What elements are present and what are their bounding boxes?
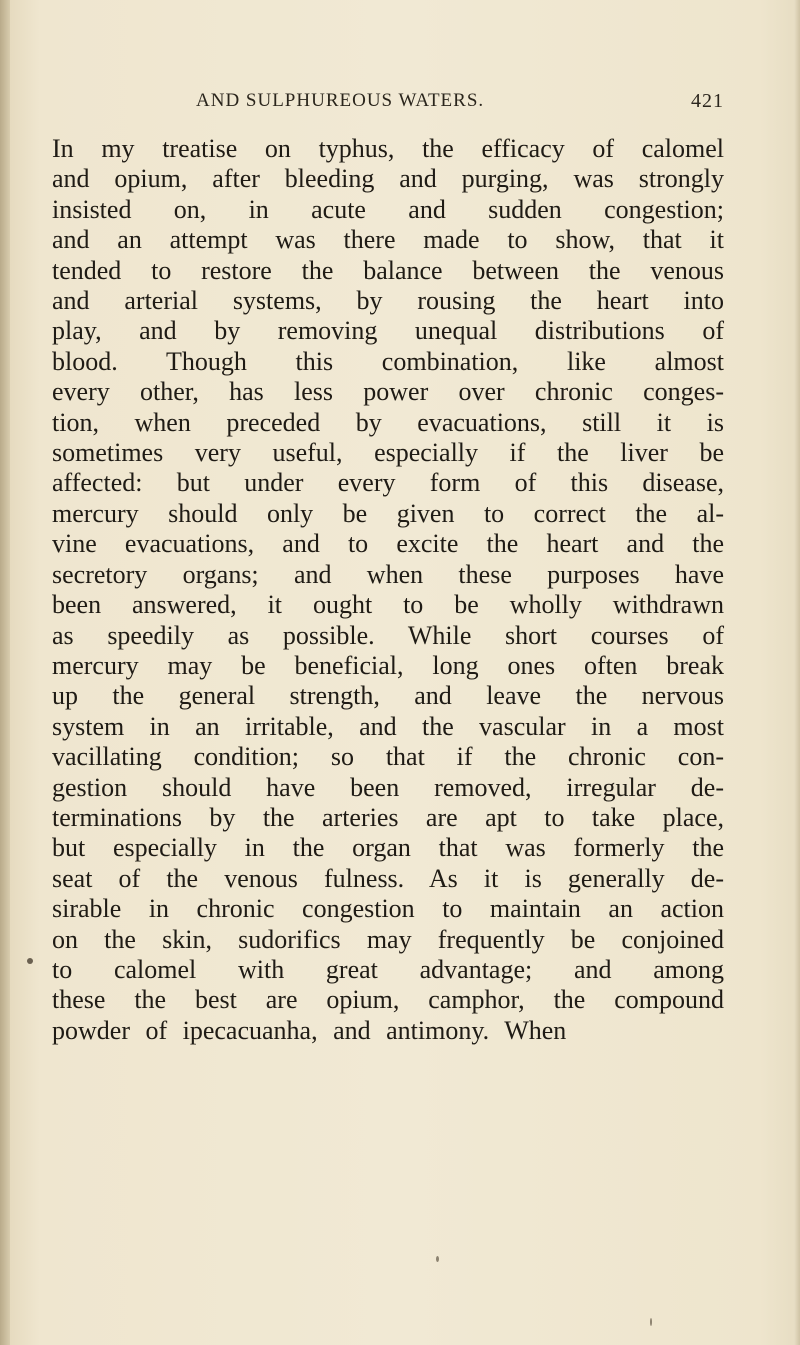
running-head-title: AND SULPHUREOUS WATERS. [196,90,485,111]
paper-speck [436,1256,439,1262]
text-line: sometimes very useful, especially if the liver be [52,438,724,468]
text-line: insisted on, in acute and sudden congestion; [52,194,724,224]
text-line: these the best are opium, camphor, the compound [52,985,724,1015]
text-line: In my treatise on typhus, the efficacy of calomel [52,134,724,163]
text-line: but especially in the organ that was formerly the [52,833,724,863]
text-line: mercury may be beneficial, long ones often break [52,650,724,680]
page-edge [794,0,800,1345]
text-line: on the skin, sudorifics may frequently be conjoined [52,924,724,954]
text-line: up the general strength, and leave the nervous [52,681,724,711]
text-line: and opium, after bleeding and purging, was strongly [52,164,724,194]
text-line: vine evacuations, and to excite the heart and the [52,529,724,559]
paper-speck [650,1318,652,1326]
text-line: play, and by removing unequal distributions of [52,316,724,346]
running-head [196,90,724,120]
text-line: seat of the venous fulness. As it is generally de- [52,863,724,893]
text-line: terminations by the arteries are apt to take place, [52,802,724,832]
page-number: 421 [691,90,724,112]
text-line: and arterial systems, by rousing the heart into [52,286,724,316]
text-line: tended to restore the balance between the venous [52,255,724,285]
text-line: as speedily as possible. While short courses of [52,620,724,650]
text-line: affected: but under every form of this disease, [52,468,724,498]
page-gutter-shadow [0,0,10,1345]
text-line: gestion should have been removed, irregular de- [52,772,724,802]
text-line: blood. Though this combination, like almost [52,346,724,376]
text-line: powder of ipecacuanha, and antimony. When [52,1015,567,1045]
body-text [52,134,724,1046]
text-line: tion, when preceded by evacuations, still it is [52,407,724,437]
text-line: been answered, it ought to be wholly withdrawn [52,590,724,620]
text-line: to calomel with great advantage; and among [52,954,724,984]
text-line: secretory organs; and when these purposes have [52,559,724,589]
text-line: sirable in chronic congestion to maintain an action [52,894,724,924]
text-line: mercury should only be given to correct the al- [52,498,724,528]
text-line: system in an irritable, and the vascular in a most [52,711,724,741]
margin-mark [27,958,33,964]
text-line: and an attempt was there made to show, that it [52,225,724,255]
text-line: every other, has less power over chronic conges- [52,377,724,407]
text-line: vacillating condition; so that if the chronic con- [52,742,724,772]
